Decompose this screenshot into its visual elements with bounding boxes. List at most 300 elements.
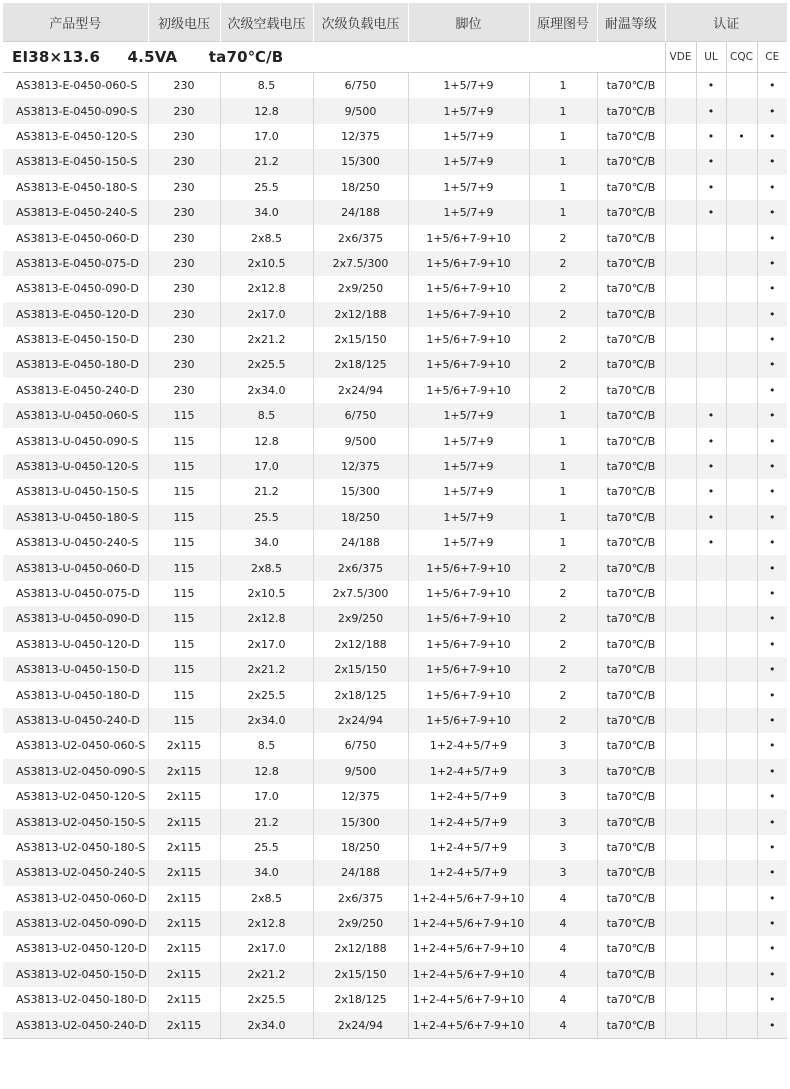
table-row xyxy=(3,149,787,174)
cell-ul xyxy=(696,632,726,657)
cell-no-load-voltage: 2x17.0 xyxy=(220,302,313,327)
cell-cqc xyxy=(726,276,757,301)
cell-vde xyxy=(665,302,696,327)
table-row xyxy=(3,784,787,809)
cell-schematic: 4 xyxy=(529,1012,597,1038)
cell-no-load-voltage: 8.5 xyxy=(220,403,313,428)
cell-cqc xyxy=(726,886,757,911)
spec-summary xyxy=(3,42,665,73)
cell-no-load-voltage: 21.2 xyxy=(220,479,313,504)
cell-ce: • xyxy=(757,352,787,377)
cell-temp-class: ta70℃/B xyxy=(597,352,665,377)
cell-no-load-voltage: 2x12.8 xyxy=(220,606,313,631)
table-row xyxy=(3,809,787,834)
cell-cqc xyxy=(726,733,757,758)
cell-primary-voltage: 2x115 xyxy=(148,1012,220,1038)
cell-model: AS3813-E-0450-060-S xyxy=(3,73,148,99)
cell-ul xyxy=(696,657,726,682)
table-row xyxy=(3,225,787,250)
cell-pins: 1+5/7+9 xyxy=(408,403,529,428)
cell-vde xyxy=(665,73,696,99)
cell-ul: • xyxy=(696,428,726,453)
cell-model: AS3813-E-0450-120-S xyxy=(3,124,148,149)
cell-ce: • xyxy=(769,383,776,397)
cell-pins: 1+2-4+5/7+9 xyxy=(408,809,529,834)
cell-ce: • xyxy=(757,302,787,327)
cell-ce: • xyxy=(757,149,787,174)
table-row xyxy=(3,886,787,911)
cell-pins: 1+2-4+5/6+7-9+10 xyxy=(408,962,529,987)
cell-pins: 1+5/6+7-9+10 xyxy=(408,581,529,606)
cell-ce: • xyxy=(769,231,776,245)
cell-schematic: 1 xyxy=(529,124,597,149)
cell-model: AS3813-U-0450-075-D xyxy=(3,581,148,606)
cell-temp-class: ta70℃/B xyxy=(597,936,665,961)
cell-vde xyxy=(665,276,696,301)
cell-ul: • xyxy=(696,454,726,479)
cell-cqc xyxy=(726,962,757,987)
cell-no-load-voltage: 12.8 xyxy=(220,759,313,784)
cert-label-cqc: CQC xyxy=(726,42,757,73)
cell-no-load-voltage: 25.5 xyxy=(220,175,313,200)
table-row xyxy=(3,911,787,936)
cell-schematic: 1 xyxy=(529,454,597,479)
table-row xyxy=(3,987,787,1012)
cell-schematic: 2 xyxy=(529,251,597,276)
cell-ul: • xyxy=(696,200,726,225)
cell-schematic: 1 xyxy=(529,428,597,453)
cell-no-load-voltage: 2x10.5 xyxy=(220,251,313,276)
cell-model: AS3813-U2-0450-120-S xyxy=(3,784,148,809)
cell-ul xyxy=(696,936,726,961)
table-body xyxy=(3,73,787,1039)
cell-pins: 1+2-4+5/7+9 xyxy=(408,784,529,809)
cell-load-voltage: 24/188 xyxy=(313,860,408,885)
cell-ul: • xyxy=(696,73,726,99)
cell-schematic: 2 xyxy=(529,682,597,707)
cell-pins: 1+5/6+7-9+10 xyxy=(408,632,529,657)
cell-ul xyxy=(696,759,726,784)
cell-temp-class: ta70℃/B xyxy=(597,911,665,936)
cell-model: AS3813-E-0450-090-S xyxy=(3,98,148,123)
cell-temp-class: ta70℃/B xyxy=(597,784,665,809)
cell-vde xyxy=(665,555,696,580)
cell-load-voltage: 18/250 xyxy=(313,175,408,200)
table-row xyxy=(3,428,787,453)
cell-cqc xyxy=(726,225,757,250)
cert-label-ce: CE xyxy=(757,42,787,73)
cell-primary-voltage: 230 xyxy=(148,200,220,225)
cell-temp-class: ta70℃/B xyxy=(597,632,665,657)
cell-temp-class: ta70℃/B xyxy=(597,1012,665,1038)
cell-ce: • xyxy=(757,809,787,834)
cell-pins: 1+5/6+7-9+10 xyxy=(408,555,529,580)
cell-ul: • xyxy=(696,403,726,428)
cell-primary-voltage: 2x115 xyxy=(148,809,220,834)
cell-pins: 1+5/6+7-9+10 xyxy=(408,657,529,682)
cell-model: AS3813-U-0450-120-S xyxy=(3,454,148,479)
cell-model: AS3813-E-0450-180-D xyxy=(3,352,148,377)
cell-temp-class: ta70℃/B xyxy=(597,175,665,200)
cell-load-voltage: 2x24/94 xyxy=(313,708,408,733)
cell-ul: • xyxy=(696,98,726,123)
cell-no-load-voltage: 2x10.5 xyxy=(220,581,313,606)
cell-ce: • xyxy=(757,1012,787,1038)
cell-schematic: 1 xyxy=(529,505,597,530)
cell-ce: • xyxy=(769,180,776,194)
table-row xyxy=(3,479,787,504)
cell-model: AS3813-E-0450-090-D xyxy=(3,276,148,301)
table-row xyxy=(3,276,787,301)
cell-cqc xyxy=(726,759,757,784)
cell-ul xyxy=(696,733,726,758)
header-model: 产品型号 xyxy=(3,3,148,42)
table-row xyxy=(3,200,787,225)
cell-vde xyxy=(665,682,696,707)
cell-cqc xyxy=(726,378,757,403)
cell-no-load-voltage: 2x34.0 xyxy=(220,708,313,733)
cell-primary-voltage: 230 xyxy=(148,175,220,200)
cell-pins: 1+5/7+9 xyxy=(408,175,529,200)
cell-temp-class: ta70℃/B xyxy=(597,225,665,250)
cell-pins: 1+5/6+7-9+10 xyxy=(408,225,529,250)
cell-temp-class: ta70℃/B xyxy=(597,581,665,606)
cell-schematic: 2 xyxy=(529,555,597,580)
cell-load-voltage: 6/750 xyxy=(313,733,408,758)
cell-model: AS3813-U-0450-180-D xyxy=(3,682,148,707)
cell-no-load-voltage: 2x17.0 xyxy=(220,936,313,961)
table-row xyxy=(3,505,787,530)
cell-load-voltage: 24/188 xyxy=(313,200,408,225)
table-row xyxy=(3,175,787,200)
cell-cqc xyxy=(726,200,757,225)
table-row xyxy=(3,657,787,682)
cell-model: AS3813-U2-0450-180-S xyxy=(3,835,148,860)
cell-vde xyxy=(665,708,696,733)
cell-ul xyxy=(696,378,726,403)
cell-vde xyxy=(665,251,696,276)
cell-schematic: 1 xyxy=(529,175,597,200)
cell-cqc xyxy=(726,632,757,657)
cell-ce: • xyxy=(769,942,776,956)
header-row xyxy=(3,3,787,42)
cell-primary-voltage: 2x115 xyxy=(148,860,220,885)
cell-primary-voltage: 115 xyxy=(148,454,220,479)
cell-pins: 1+5/7+9 xyxy=(408,505,529,530)
cell-pins: 1+5/6+7-9+10 xyxy=(408,251,529,276)
cell-pins: 1+2-4+5/7+9 xyxy=(408,835,529,860)
cell-ul xyxy=(696,1012,726,1038)
cell-load-voltage: 2x18/125 xyxy=(313,682,408,707)
cell-load-voltage: 2x24/94 xyxy=(313,1012,408,1038)
cell-primary-voltage: 115 xyxy=(148,682,220,707)
cell-pins: 1+5/6+7-9+10 xyxy=(408,708,529,733)
table-row xyxy=(3,403,787,428)
cell-load-voltage: 2x9/250 xyxy=(313,606,408,631)
cell-primary-voltage: 2x115 xyxy=(148,759,220,784)
cell-vde xyxy=(665,784,696,809)
cell-ce: • xyxy=(769,840,776,854)
cell-model: AS3813-U2-0450-240-D xyxy=(3,1012,148,1038)
cell-cqc xyxy=(726,708,757,733)
cell-load-voltage: 6/750 xyxy=(313,403,408,428)
table-row xyxy=(3,708,787,733)
cell-ul: • xyxy=(696,530,726,555)
cell-load-voltage: 12/375 xyxy=(313,124,408,149)
cell-temp-class: ta70℃/B xyxy=(597,733,665,758)
cell-ul: • xyxy=(696,479,726,504)
cell-model: AS3813-U2-0450-090-D xyxy=(3,911,148,936)
cell-temp-class: ta70℃/B xyxy=(597,378,665,403)
cell-temp-class: ta70℃/B xyxy=(597,657,665,682)
cell-schematic: 1 xyxy=(529,200,597,225)
cell-ce: • xyxy=(757,555,787,580)
cell-vde xyxy=(665,124,696,149)
cell-schematic: 2 xyxy=(529,276,597,301)
cell-vde xyxy=(665,149,696,174)
cell-cqc xyxy=(726,428,757,453)
cell-model: AS3813-U-0450-060-S xyxy=(3,403,148,428)
table-row xyxy=(3,454,787,479)
cell-model: AS3813-U-0450-180-S xyxy=(3,505,148,530)
cell-pins: 1+5/6+7-9+10 xyxy=(408,378,529,403)
table-row xyxy=(3,302,787,327)
cell-ul xyxy=(696,708,726,733)
cell-ul xyxy=(696,987,726,1012)
cell-pins: 1+5/6+7-9+10 xyxy=(408,327,529,352)
cell-load-voltage: 9/500 xyxy=(313,759,408,784)
cell-pins: 1+2-4+5/6+7-9+10 xyxy=(408,987,529,1012)
cell-load-voltage: 15/300 xyxy=(313,809,408,834)
cell-pins: 1+5/6+7-9+10 xyxy=(408,302,529,327)
cell-pins: 1+5/7+9 xyxy=(408,73,529,99)
cell-no-load-voltage: 2x12.8 xyxy=(220,276,313,301)
cell-schematic: 1 xyxy=(529,479,597,504)
cell-vde xyxy=(665,378,696,403)
cell-temp-class: ta70℃/B xyxy=(597,708,665,733)
cell-cqc xyxy=(726,860,757,885)
cell-pins: 1+2-4+5/6+7-9+10 xyxy=(408,1012,529,1038)
cell-temp-class: ta70℃/B xyxy=(597,860,665,885)
cell-ul xyxy=(696,886,726,911)
cell-ul xyxy=(696,911,726,936)
cell-load-voltage: 15/300 xyxy=(313,479,408,504)
cell-vde xyxy=(665,1012,696,1038)
cell-temp-class: ta70℃/B xyxy=(597,606,665,631)
cell-schematic: 1 xyxy=(529,73,597,99)
header-temp-class: 耐温等级 xyxy=(597,3,665,42)
header-primary-voltage: 初级电压 xyxy=(148,3,220,42)
cell-primary-voltage: 230 xyxy=(148,124,220,149)
table-row xyxy=(3,555,787,580)
cell-load-voltage: 2x15/150 xyxy=(313,657,408,682)
cell-temp-class: ta70℃/B xyxy=(597,555,665,580)
cert-label-ul: UL xyxy=(696,42,726,73)
cell-primary-voltage: 230 xyxy=(148,225,220,250)
cell-no-load-voltage: 17.0 xyxy=(220,784,313,809)
cell-schematic: 3 xyxy=(529,860,597,885)
cell-no-load-voltage: 2x21.2 xyxy=(220,962,313,987)
cell-schematic: 2 xyxy=(529,378,597,403)
cell-ul: • xyxy=(696,124,726,149)
cell-load-voltage: 2x24/94 xyxy=(313,378,408,403)
cell-ce: • xyxy=(769,79,776,93)
cell-load-voltage: 2x12/188 xyxy=(313,936,408,961)
header-schematic: 原理图号 xyxy=(529,3,597,42)
cell-load-voltage: 12/375 xyxy=(313,784,408,809)
cell-temp-class: ta70℃/B xyxy=(597,454,665,479)
cell-temp-class: ta70℃/B xyxy=(597,124,665,149)
cell-schematic: 2 xyxy=(529,352,597,377)
cell-pins: 1+5/6+7-9+10 xyxy=(408,276,529,301)
cell-cqc xyxy=(726,911,757,936)
table-row xyxy=(3,632,787,657)
cell-no-load-voltage: 34.0 xyxy=(220,200,313,225)
cell-primary-voltage: 2x115 xyxy=(148,911,220,936)
cell-model: AS3813-U-0450-090-D xyxy=(3,606,148,631)
cell-cqc: • xyxy=(726,124,757,149)
cell-load-voltage: 2x15/150 xyxy=(313,962,408,987)
table-row xyxy=(3,352,787,377)
cell-pins: 1+2-4+5/6+7-9+10 xyxy=(408,936,529,961)
cell-ce: • xyxy=(757,403,787,428)
table-row xyxy=(3,327,787,352)
cell-pins: 1+2-4+5/6+7-9+10 xyxy=(408,886,529,911)
cell-pins: 1+5/7+9 xyxy=(408,98,529,123)
cell-load-voltage: 24/188 xyxy=(313,530,408,555)
table-row xyxy=(3,835,787,860)
cell-primary-voltage: 230 xyxy=(148,149,220,174)
cell-vde xyxy=(665,886,696,911)
cell-no-load-voltage: 34.0 xyxy=(220,530,313,555)
cell-ul xyxy=(696,352,726,377)
cell-ul xyxy=(696,302,726,327)
cell-model: AS3813-E-0450-240-S xyxy=(3,200,148,225)
cell-vde xyxy=(665,911,696,936)
cell-no-load-voltage: 2x12.8 xyxy=(220,911,313,936)
cell-model: AS3813-E-0450-180-S xyxy=(3,175,148,200)
cell-ce: • xyxy=(769,485,776,499)
cell-pins: 1+5/7+9 xyxy=(408,149,529,174)
cell-cqc xyxy=(726,784,757,809)
cell-ul: • xyxy=(696,175,726,200)
cell-primary-voltage: 115 xyxy=(148,555,220,580)
cell-ce: • xyxy=(769,333,776,347)
cell-model: AS3813-E-0450-240-D xyxy=(3,378,148,403)
cell-model: AS3813-U2-0450-150-S xyxy=(3,809,148,834)
cell-cqc xyxy=(726,987,757,1012)
cell-cqc xyxy=(726,1012,757,1038)
cell-no-load-voltage: 2x34.0 xyxy=(220,1012,313,1038)
cell-ce: • xyxy=(757,454,787,479)
cell-model: AS3813-E-0450-120-D xyxy=(3,302,148,327)
table-row xyxy=(3,733,787,758)
cell-ce: • xyxy=(769,536,776,550)
cell-temp-class: ta70℃/B xyxy=(597,251,665,276)
cell-ul xyxy=(696,860,726,885)
cell-pins: 1+5/7+9 xyxy=(408,200,529,225)
cell-vde xyxy=(665,352,696,377)
cell-model: AS3813-E-0450-150-D xyxy=(3,327,148,352)
cell-model: AS3813-U2-0450-150-D xyxy=(3,962,148,987)
cell-primary-voltage: 115 xyxy=(148,708,220,733)
cell-cqc xyxy=(726,936,757,961)
cell-primary-voltage: 2x115 xyxy=(148,987,220,1012)
table-row xyxy=(3,251,787,276)
cell-ce: • xyxy=(769,993,776,1007)
cell-ul xyxy=(696,327,726,352)
cell-schematic: 3 xyxy=(529,733,597,758)
transformer-spec-table xyxy=(3,3,787,1039)
cell-no-load-voltage: 2x8.5 xyxy=(220,555,313,580)
cell-ul: • xyxy=(696,505,726,530)
header-load-voltage: 次级负载电压 xyxy=(313,3,408,42)
cell-cqc xyxy=(726,98,757,123)
cell-primary-voltage: 2x115 xyxy=(148,784,220,809)
cell-load-voltage: 2x7.5/300 xyxy=(313,581,408,606)
cell-cqc xyxy=(726,403,757,428)
cell-no-load-voltage: 21.2 xyxy=(220,809,313,834)
cell-temp-class: ta70℃/B xyxy=(597,886,665,911)
cell-ce: • xyxy=(757,606,787,631)
cell-model: AS3813-U-0450-150-D xyxy=(3,657,148,682)
cell-cqc xyxy=(726,479,757,504)
cell-schematic: 1 xyxy=(529,403,597,428)
cell-vde xyxy=(665,860,696,885)
cell-pins: 1+2-4+5/7+9 xyxy=(408,860,529,885)
cell-vde xyxy=(665,200,696,225)
cell-vde xyxy=(665,936,696,961)
cell-ul xyxy=(696,962,726,987)
cell-load-voltage: 18/250 xyxy=(313,835,408,860)
cell-schematic: 2 xyxy=(529,708,597,733)
cell-load-voltage: 6/750 xyxy=(313,73,408,99)
cell-no-load-voltage: 25.5 xyxy=(220,505,313,530)
cell-load-voltage: 9/500 xyxy=(313,98,408,123)
cell-ce: • xyxy=(769,739,776,753)
cell-primary-voltage: 115 xyxy=(148,479,220,504)
cell-load-voltage: 2x9/250 xyxy=(313,911,408,936)
cell-temp-class: ta70℃/B xyxy=(597,200,665,225)
cell-primary-voltage: 115 xyxy=(148,530,220,555)
cell-cqc xyxy=(726,682,757,707)
cell-vde xyxy=(665,98,696,123)
cell-model: AS3813-U2-0450-060-S xyxy=(3,733,148,758)
table-row xyxy=(3,530,787,555)
cell-vde xyxy=(665,657,696,682)
cell-schematic: 1 xyxy=(529,530,597,555)
cell-pins: 1+5/7+9 xyxy=(408,479,529,504)
cell-ce: • xyxy=(769,688,776,702)
cell-vde xyxy=(665,505,696,530)
cell-ul xyxy=(696,276,726,301)
cell-cqc xyxy=(726,606,757,631)
cell-schematic: 2 xyxy=(529,327,597,352)
cell-ce: • xyxy=(769,282,776,296)
cell-ul xyxy=(696,251,726,276)
cell-model: AS3813-U-0450-060-D xyxy=(3,555,148,580)
cell-cqc xyxy=(726,657,757,682)
cell-schematic: 3 xyxy=(529,835,597,860)
spec-core: EI38×13.6 xyxy=(12,48,101,66)
cell-no-load-voltage: 2x25.5 xyxy=(220,352,313,377)
cell-load-voltage: 2x6/375 xyxy=(313,225,408,250)
cell-model: AS3813-E-0450-150-S xyxy=(3,149,148,174)
cell-temp-class: ta70℃/B xyxy=(597,962,665,987)
cell-ce: • xyxy=(769,637,776,651)
cell-vde xyxy=(665,632,696,657)
cell-no-load-voltage: 8.5 xyxy=(220,73,313,99)
